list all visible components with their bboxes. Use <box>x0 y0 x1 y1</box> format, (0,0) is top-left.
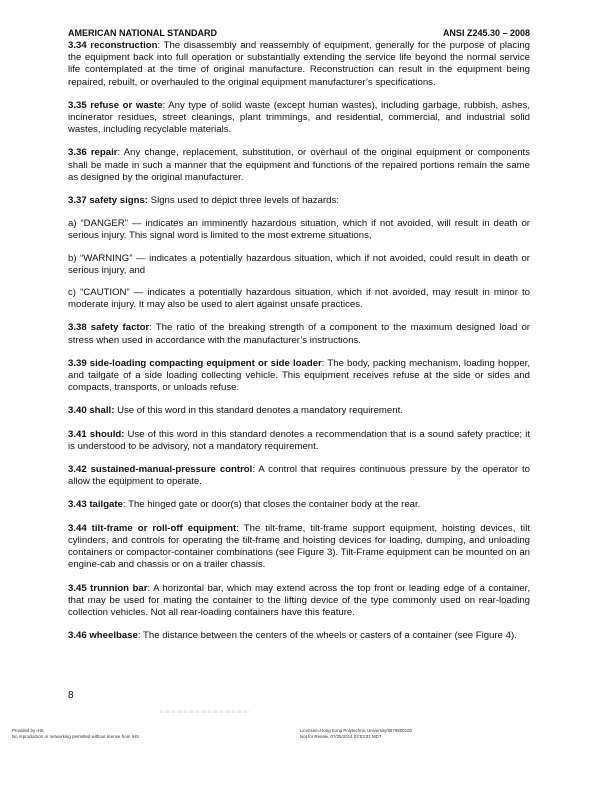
footer-licensee <box>300 728 412 740</box>
definition-3-37 <box>68 195 530 207</box>
definition-term: 3.37 safety signs: <box>68 195 148 207</box>
safety-sign-warning <box>68 253 530 277</box>
definition-3-36 <box>68 147 530 184</box>
definition-text: Use of this word in this standard denotes a mandatory requirement. <box>114 405 403 417</box>
definition-term: 3.38 safety factor <box>68 322 150 334</box>
definition-3-45 <box>68 583 530 620</box>
definition-3-41 <box>68 429 530 453</box>
definition-text: : The tilt-frame, tilt-frame support equipment, hoisting devices, tilt cylinders, and controls for operating the tilt-frame and hoisting devices for loading, dumping, and unloading containers or compactor-container combinations (see Figure 3). Tilt-Frame equipment can be mounted on an engine-cab and chassis or on a trailer chassis. <box>68 522 530 571</box>
safety-sign-caution <box>68 287 530 311</box>
definitions-body <box>68 40 530 653</box>
definition-term: 3.44 tilt-frame or roll-off equipment <box>68 522 237 534</box>
definition-term: 3.35 refuse or waste <box>68 99 163 111</box>
sub-item-text: a) “DANGER” — indicates an imminently hazardous situation, which if not avoided, will result in death or serious injury. This signal word is limited to the most extreme situations, <box>68 218 530 242</box>
sub-item-text: b) “WARNING” — indicates a potentially hazardous situation, which if not avoided, could result in death or serious injury, and <box>68 252 530 276</box>
definition-term: 3.39 side-loading compacting equipment or side loader <box>68 357 322 369</box>
definition-text: : The distance between the centers of the wheels or casters of a container (see Figure 4). <box>137 630 517 642</box>
footer-licensee-line: Licensee=Hong Kong Polytechnic University/9979800100 <box>300 728 412 733</box>
scan-artifact <box>160 710 250 713</box>
definition-term: 3.43 tailgate <box>68 499 123 511</box>
definition-term: 3.40 shall: <box>68 405 115 417</box>
safety-sign-danger <box>68 218 530 242</box>
definition-3-35 <box>68 100 530 137</box>
footer-provider <box>12 728 139 740</box>
definition-term: 3.42 sustained-manual-pressure control <box>68 464 253 476</box>
definition-3-44 <box>68 523 530 572</box>
definition-text: : Any change, replacement, substitution, or overhaul of the original equipment or components shall be made in such a manner that the equipment and functions of the repaired portions remain the same as designed by the original manufacturer. <box>68 147 530 183</box>
definition-term: 3.45 trunnion bar <box>68 582 148 594</box>
header-standard-org: AMERICAN NATIONAL STANDARD <box>68 28 217 38</box>
footer-resale-notice: Not for Resale, 07/25/2014 03:53:31 MDT <box>300 734 382 739</box>
definition-term: 3.46 wheelbase <box>68 630 138 642</box>
definition-3-38 <box>68 322 530 346</box>
definition-text: : The disassembly and reassembly of equipment, generally for the purpose of placing the equipment back into full operation or substantially extending the service life beyond the normal service life contemplated at the time of original manufacture. Reconstruction can result in the equipment being repaired, rebuilt, or overhauled to the original equipment manufacturer’s specifications. <box>68 40 530 88</box>
page-number: 8 <box>68 690 74 701</box>
definition-3-34 <box>68 40 530 89</box>
sub-item-text: c) “CAUTION” — indicates a potentially hazardous situation, which if not avoided, may result in minor to moderate injury. It may also be used to alert against unsafe practices. <box>68 287 530 311</box>
footer-provider-line: Provided by IHS <box>12 728 44 733</box>
definition-text: : Any type of solid waste (except human wastes), including garbage, rubbish, ashes, incinerator residues, street cleanings, plant trimmings, and residential, commercial, and industrial solid wastes, including recyclable materials. <box>68 99 530 136</box>
definition-term: 3.41 should: <box>68 428 125 440</box>
definition-text: Signs used to depict three levels of hazards: <box>148 195 339 207</box>
footer-license-notice: No reproduction or networking permitted without license from IHS <box>12 734 139 739</box>
definition-text: : The body, packing mechanism, loading hopper, and tailgate of a side loading collecting vehicle. This equipment receives refuse at the side or sides and compacts, transports, or unloads refuse. <box>68 357 530 394</box>
definition-3-46 <box>68 630 530 642</box>
definition-3-43 <box>68 499 530 511</box>
definition-3-42 <box>68 464 530 488</box>
definition-3-40 <box>68 405 530 417</box>
definition-term: 3.36 repair <box>68 147 118 159</box>
running-header <box>68 28 530 38</box>
definition-text: : The ratio of the breaking strength of a component to the maximum designed load or stress when used in accordance with the manufacturer’s instructions. <box>68 322 530 346</box>
definition-term: 3.34 reconstruction <box>68 40 158 51</box>
definition-3-39 <box>68 358 530 395</box>
definition-text: : A control that requires continuous pressure by the operator to allow the equipment to operate. <box>68 464 530 488</box>
definition-text: Use of this word in this standard denotes a recommendation that is a sound safety practice; it is understood to be advisory, not a mandatory requirement. <box>68 428 530 452</box>
header-standard-number: ANSI Z245.30 – 2008 <box>442 28 530 38</box>
definition-text: : The hinged gate or door(s) that closes the container body at the rear. <box>122 499 421 511</box>
definition-text: : A horizontal bar, which may extend across the top front or leading edge of a container, that may be used for mating the container to the lifting device of the type commonly used on rear-loading collection vehicles. Not all rear-loading containers have this feature. <box>68 582 530 618</box>
